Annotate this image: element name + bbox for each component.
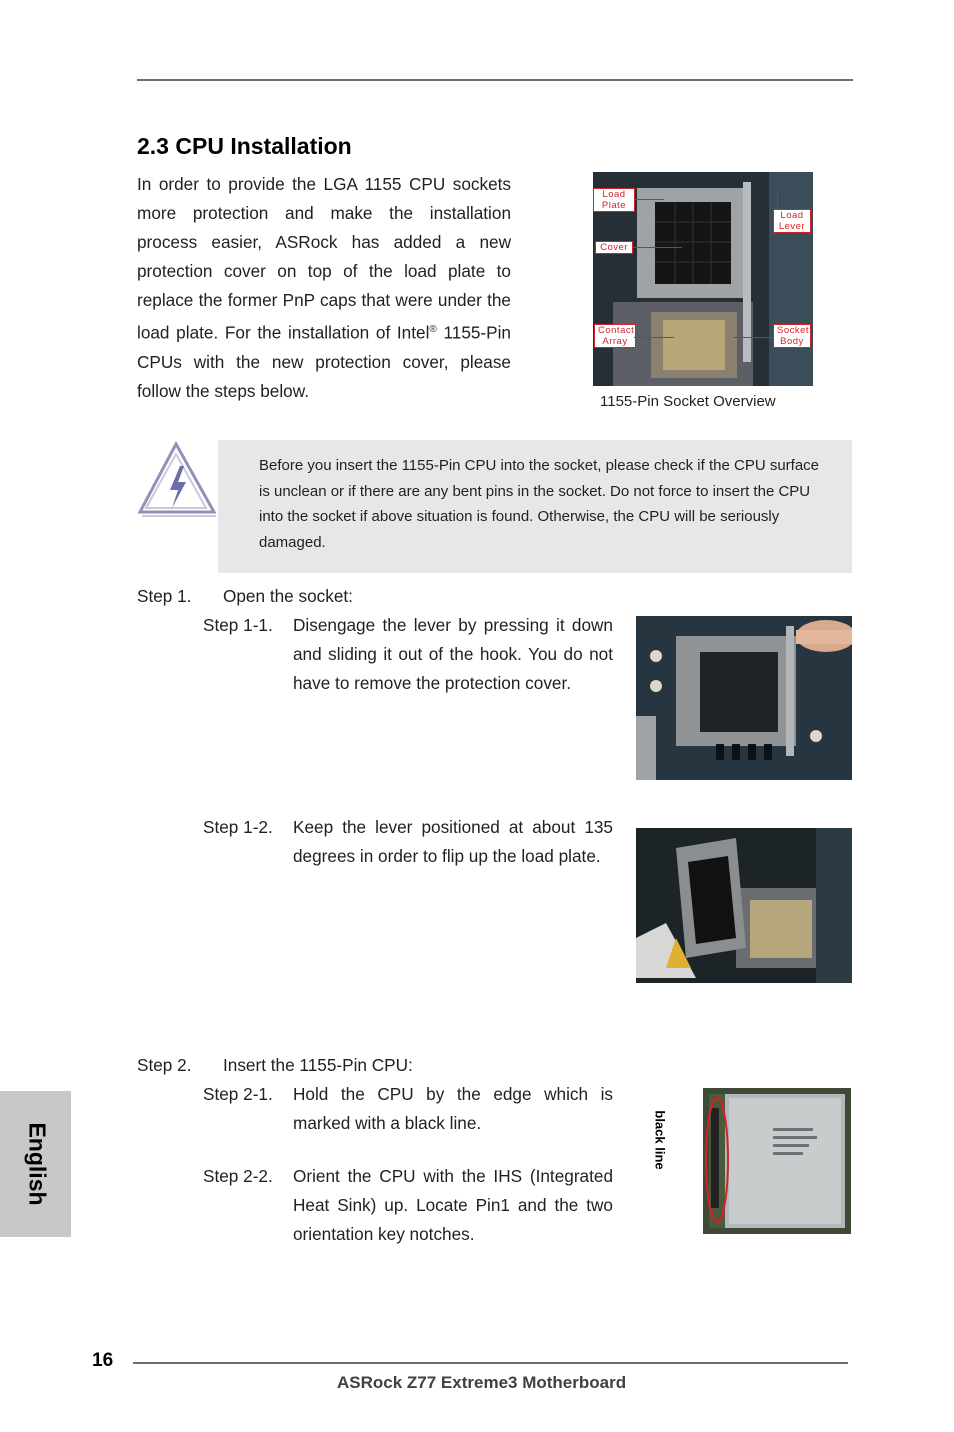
intro-text-part1: In order to provide the LGA 1155 CPU sockets more protection and make the installation process easier, ASRock has added a new protection cover on top of the load plate to replace the former PnP caps that were under the load plate. For the installation of Intel: [137, 174, 511, 343]
step2-label: Step 2.: [137, 1055, 192, 1075]
registered-mark: ®: [429, 324, 437, 335]
step1-label: Step 1.: [137, 586, 192, 606]
step1-title: Open the socket:: [223, 586, 353, 606]
callout-contact-array: Contact Array: [594, 324, 636, 348]
leader-line: [777, 192, 778, 209]
leader-line: [632, 247, 682, 248]
warning-triangle-icon: [136, 440, 218, 520]
callout-socket-body: Socket Body: [773, 324, 811, 348]
leader-line: [634, 199, 664, 200]
intro-paragraph: [137, 170, 511, 406]
step1-2-label: Step 1-2.: [203, 817, 273, 837]
step1-1-label: Step 1-1.: [203, 615, 273, 635]
callout-load-plate: Load Plate: [593, 188, 635, 212]
step2-title: Insert the 1155-Pin CPU:: [223, 1055, 413, 1075]
socket-overview-figure: [593, 172, 813, 386]
socket-figure-caption: 1155-Pin Socket Overview: [600, 393, 776, 410]
step2-2-label: Step 2-2.: [203, 1166, 273, 1186]
language-tab-label: English: [24, 1122, 51, 1206]
step1-2-photo: [636, 828, 852, 983]
step2-2-text: Orient the CPU with the IHS (Integrated Heat Sink) up. Locate Pin1 and the two orientation key notches.: [293, 1166, 613, 1244]
step2-1-text: Hold the CPU by the edge which is marked with a black line.: [293, 1084, 613, 1133]
cpu-photo: [703, 1088, 851, 1234]
footer-title: ASRock Z77 Extreme3 Motherboard: [337, 1373, 627, 1392]
callout-cover: Cover: [595, 241, 633, 254]
black-line-label: black line: [652, 1110, 668, 1170]
callout-load-lever: Load Lever: [773, 209, 811, 233]
step1-2-text: Keep the lever positioned at about 135 degrees in order to flip up the load plate.: [293, 817, 613, 866]
leader-line: [733, 337, 773, 338]
page-number: 16: [92, 1350, 114, 1371]
step2-1-label: Step 2-1.: [203, 1084, 273, 1104]
warning-text: Before you insert the 1155-Pin CPU into the socket, please check if the CPU surface is unclean or if there are any bent pins in the socket. Do not force to insert the CPU into the socket if above situation is found. Otherwise, the CPU will be seriously damaged.: [259, 457, 820, 551]
leader-line: [634, 337, 674, 338]
section-title: 2.3 CPU Installation: [137, 133, 352, 159]
step1-1-photo: [636, 616, 852, 780]
header-rule: [137, 79, 853, 81]
footer-rule: [133, 1362, 848, 1364]
step1-1-text: Disengage the lever by pressing it down and sliding it out of the hook. You do not have to remove the protection cover.: [293, 615, 613, 693]
intro-text-part2: 1155-Pin CPUs with the new protection cover, please follow the steps below.: [137, 322, 511, 401]
